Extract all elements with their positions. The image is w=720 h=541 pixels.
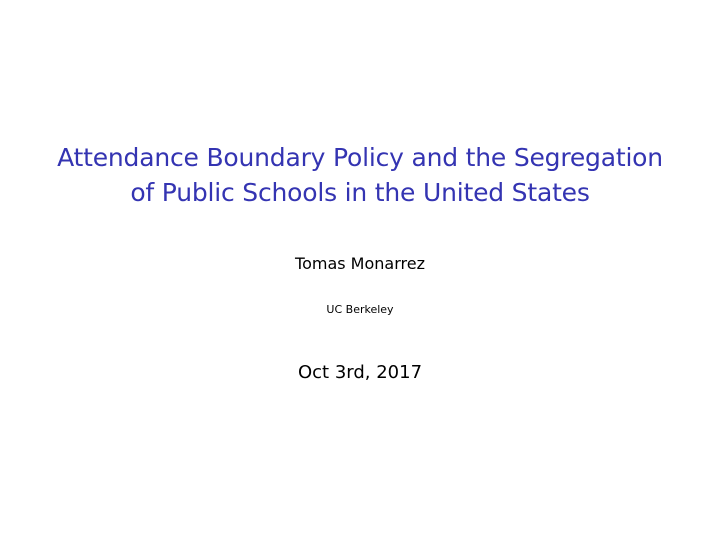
slide-title-line-1: Attendance Boundary Policy and the Segregation bbox=[57, 143, 663, 172]
presentation-date: Oct 3rd, 2017 bbox=[297, 362, 423, 383]
slide-title bbox=[40, 140, 680, 210]
author-name: Tomas Monarrez bbox=[295, 254, 425, 273]
slide-title-line-2: of Public Schools in the United States bbox=[130, 178, 590, 207]
institute-name: UC Berkeley bbox=[326, 303, 394, 316]
